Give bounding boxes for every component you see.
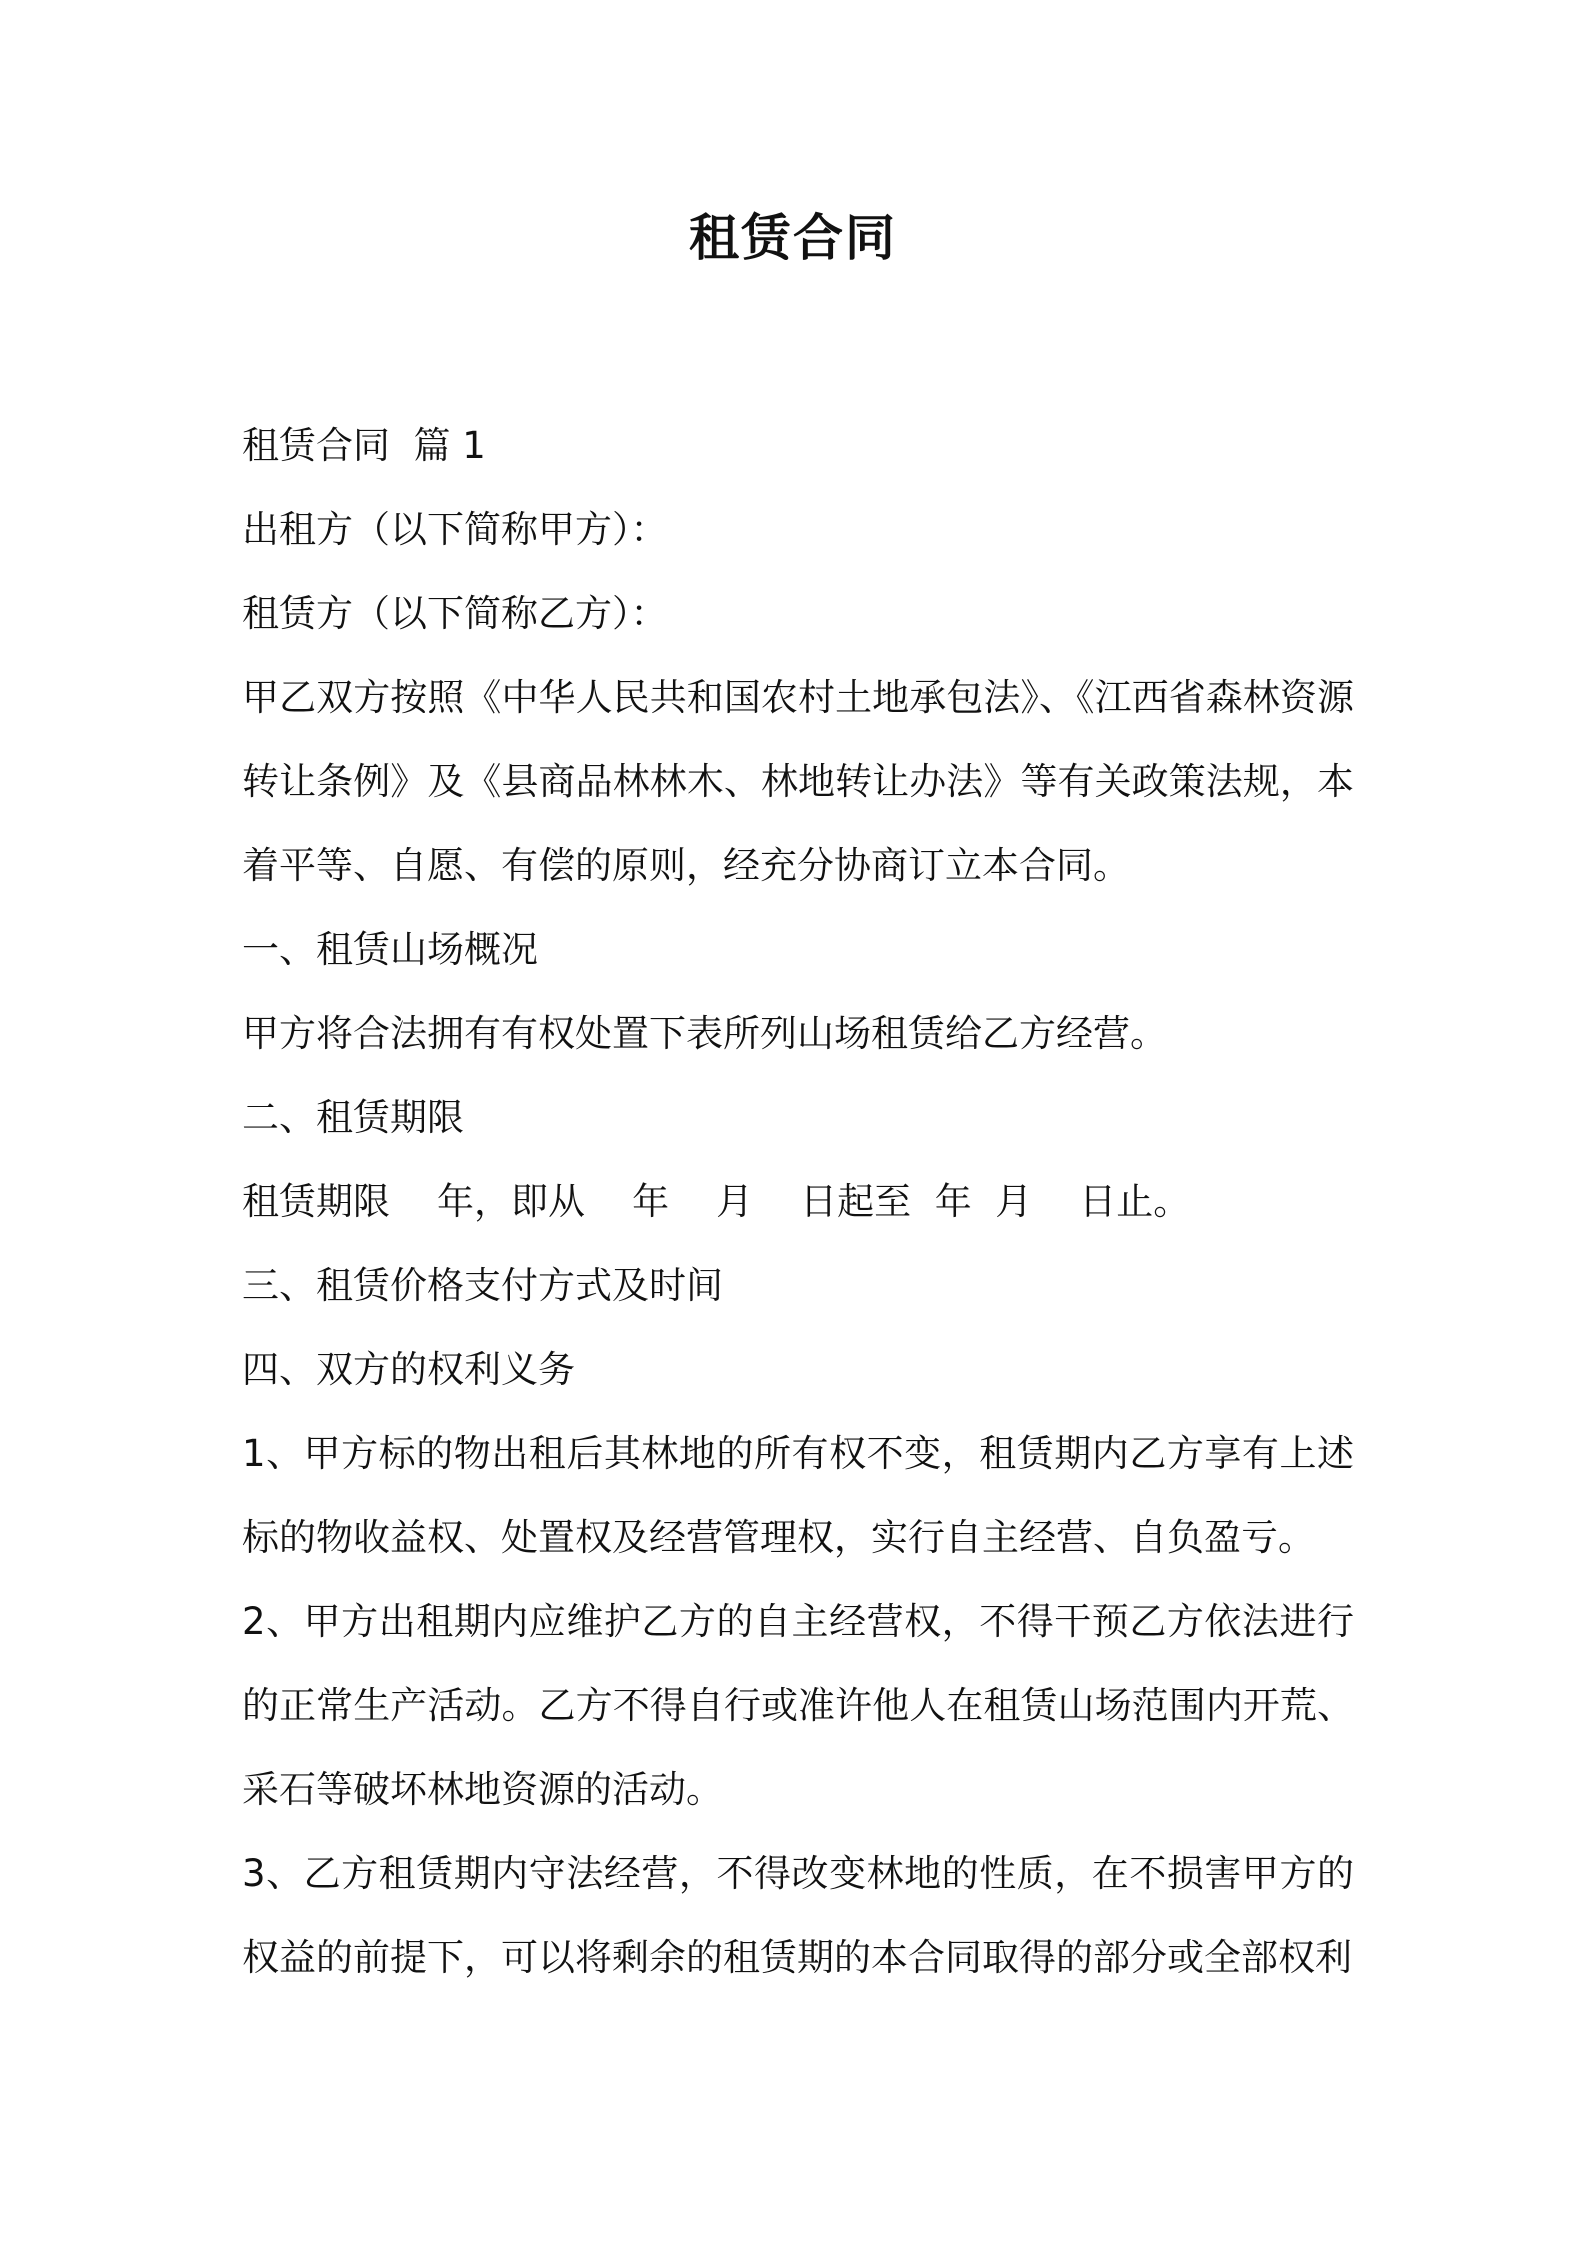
document-body (242, 404, 1354, 2000)
preamble-paragraph: 甲乙双方按照《中华人民共和国农村土地承包法》、《江西省森林资源转让条例》及《县商品林林木、林地转让办法》等有关政策法规，本着平等、自愿、有偿的原则，经充分协商订立本合同。 (242, 676, 1354, 887)
clause-heading-1: 一、租赁山场概况 (242, 928, 538, 971)
obligation-item-1: 1、甲方标的物出租后其林地的所有权不变，租赁期内乙方享有上述标的物收益权、处置权及经营管理权，实行自主经营、自负盈亏。 (242, 1432, 1354, 1559)
clause-heading-3: 三、租赁价格支付方式及时间 (242, 1264, 723, 1307)
clause-heading-4: 四、双方的权利义务 (242, 1348, 575, 1391)
obligation-item-2: 2、甲方出租期内应维护乙方的自主经营权，不得干预乙方依法进行的正常生产活动。乙方不得自行或准许他人在租赁山场范围内开荒、采石等破坏林地资源的活动。 (242, 1600, 1354, 1811)
lessee-line: 租赁方（以下简称乙方）： (242, 592, 668, 635)
clause-text-2: 租赁期限 年，即从 年 月 日起至 年 月 日止。 (242, 1180, 1191, 1223)
clause-text-1: 甲方将合法拥有有权处置下表所列山场租赁给乙方经营。 (242, 1012, 1167, 1055)
obligation-item-3: 3、乙方租赁期内守法经营，不得改变林地的性质，在不损害甲方的权益的前提下，可以将剩余的租赁期的本合同取得的部分或全部权利 (242, 1852, 1354, 1979)
lessor-line: 出租方（以下简称甲方）： (242, 508, 668, 551)
document-title: 租赁合同 (689, 209, 897, 267)
section-heading: 租赁合同 篇 1 (242, 424, 486, 467)
clause-heading-2: 二、租赁期限 (242, 1096, 464, 1139)
